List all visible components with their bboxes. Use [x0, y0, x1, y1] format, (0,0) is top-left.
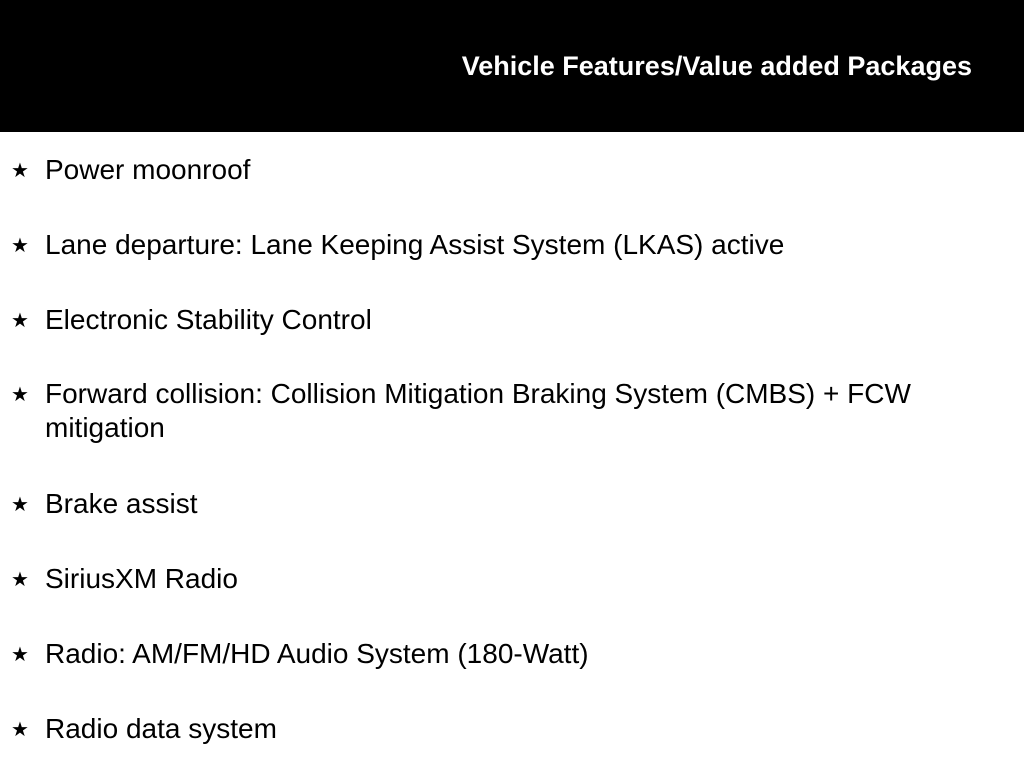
- star-bullet-icon: ★: [11, 717, 29, 741]
- feature-text: SiriusXM Radio: [45, 563, 238, 594]
- star-bullet-icon: ★: [11, 158, 29, 182]
- feature-text: Power moonroof: [45, 154, 251, 185]
- slide-title: Vehicle Features/Value added Packages: [461, 51, 972, 81]
- star-bullet-icon: ★: [11, 233, 29, 257]
- star-bullet-icon: ★: [11, 492, 29, 516]
- star-bullet-icon: ★: [11, 567, 29, 591]
- feature-text: Radio: AM/FM/HD Audio System (180-Watt): [45, 638, 589, 669]
- star-bullet-icon: ★: [11, 642, 29, 666]
- slide-header: [0, 0, 1024, 132]
- star-bullet-icon: ★: [11, 382, 29, 406]
- feature-text: Forward collision: Collision Mitigation Braking System (CMBS) + FCW mitigation: [45, 378, 911, 443]
- feature-text: Radio data system: [45, 713, 277, 744]
- feature-text: Brake assist: [45, 488, 198, 519]
- star-bullet-icon: ★: [11, 308, 29, 332]
- feature-text: Electronic Stability Control: [45, 304, 372, 335]
- feature-text: Lane departure: Lane Keeping Assist System (LKAS) active: [45, 229, 785, 260]
